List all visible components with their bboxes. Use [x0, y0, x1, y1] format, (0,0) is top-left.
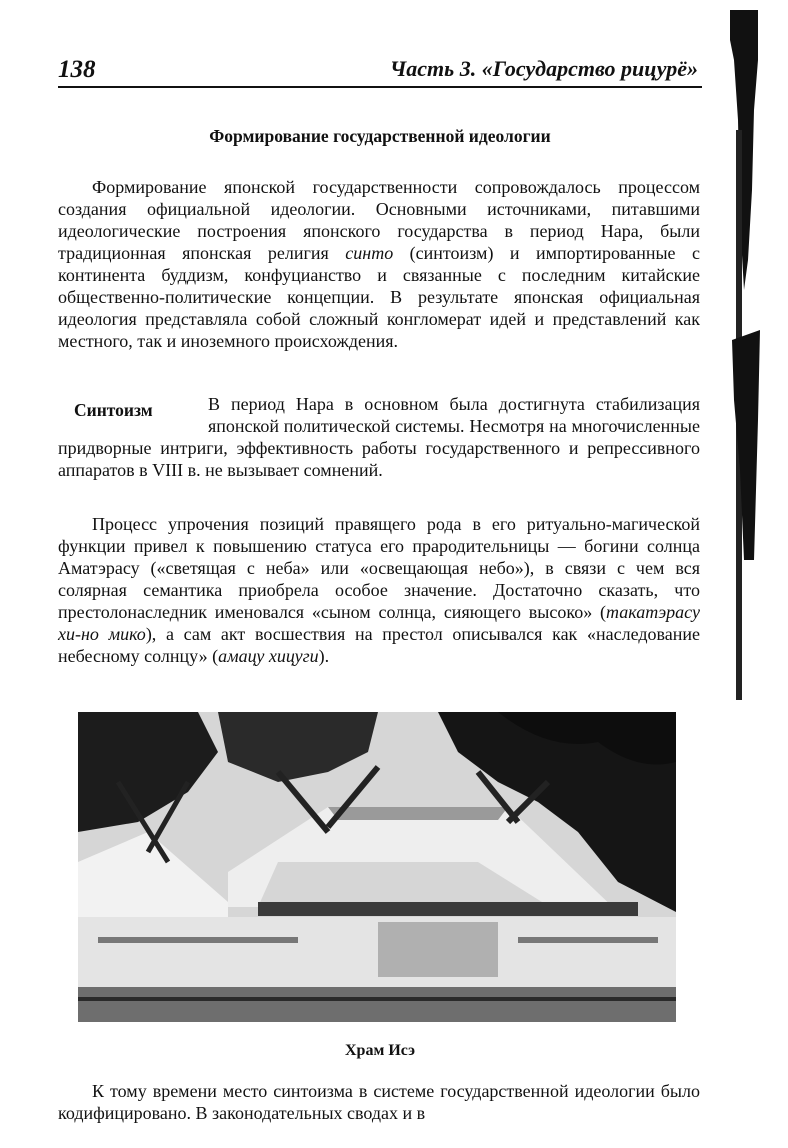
fence-line — [78, 997, 676, 1001]
paragraph-3-text-c: ). — [318, 646, 330, 666]
paragraph-3-italic-term-a: такатэрасу хи-но мико — [58, 602, 700, 644]
scan-edge-artifact — [730, 0, 788, 1148]
running-head: Часть 3. «Государство рицурё» — [389, 56, 698, 81]
paragraph-2 — [58, 393, 700, 481]
paragraph-1-text-b: (синтоизм) и импортированные с континента буддизм, конфуцианство и связанные с последним китайские общественно-политические концепции. В результате японская официальная идеология представляла собой сложный конгломерат идей и представлений как местного, так и иноземного происхождения. — [58, 243, 701, 351]
page-number: 138 — [58, 56, 96, 83]
paragraph-1-text-a: Формирование японской государственности сопровождалось процессом создания официальной идеологии. Основными источниками, питавшими идеологические построения японского государства в период Нара, были традиционная японская религия — [58, 177, 700, 263]
shrine-photo-drawing — [78, 712, 676, 1022]
paragraph-1-italic-term: синто — [345, 243, 394, 263]
paragraph-4: К тому времени место синтоизма в системе государственной идеологии было кодифицировано. В законодательных сводах и в — [58, 1081, 700, 1123]
roof-ridge — [328, 807, 508, 820]
paragraph-2-text: В период Нара в основном была достигнута стабилизация японской политической системы. Несмотря на многочисленные придворные интриги, эффективность работы государственного и репрессивного аппаратов в VIII в. не вызывает сомнений. — [58, 394, 700, 480]
paragraph-3 — [58, 513, 700, 667]
section-title: Формирование государственной идеологии — [209, 126, 551, 146]
doorway — [378, 922, 498, 977]
figure-caption: Храм Исэ — [344, 1042, 415, 1059]
railing — [98, 937, 298, 943]
building-wall — [78, 917, 676, 987]
paragraph-3-text-b: ), а сам акт восшествия на престол описывался как «наследование небесному солнцу» ( — [58, 624, 700, 666]
paragraph-3-italic-term-b: амацу хицуги — [218, 646, 319, 666]
paragraph-3-text-a: Процесс упрочения позиций правящего рода в его ритуально-магической функции привел к повышению статуса его прародительницы — богини солнца Аматэрасу («светящая с неба» или «освещающая небо»), в связи с чем вся солярная семантика приобрела особое значение. Достаточно сказать, что престолонаследник именовался «сыном солнца, сияющего высоко» ( — [58, 514, 700, 622]
railing-right — [518, 937, 658, 943]
sidebar-label: Синтоизм — [74, 400, 153, 420]
shrine-photo — [78, 712, 676, 1022]
page-header — [58, 52, 702, 88]
ground — [78, 987, 676, 1022]
eave-shadow — [258, 902, 638, 916]
paragraph-1 — [58, 176, 700, 352]
